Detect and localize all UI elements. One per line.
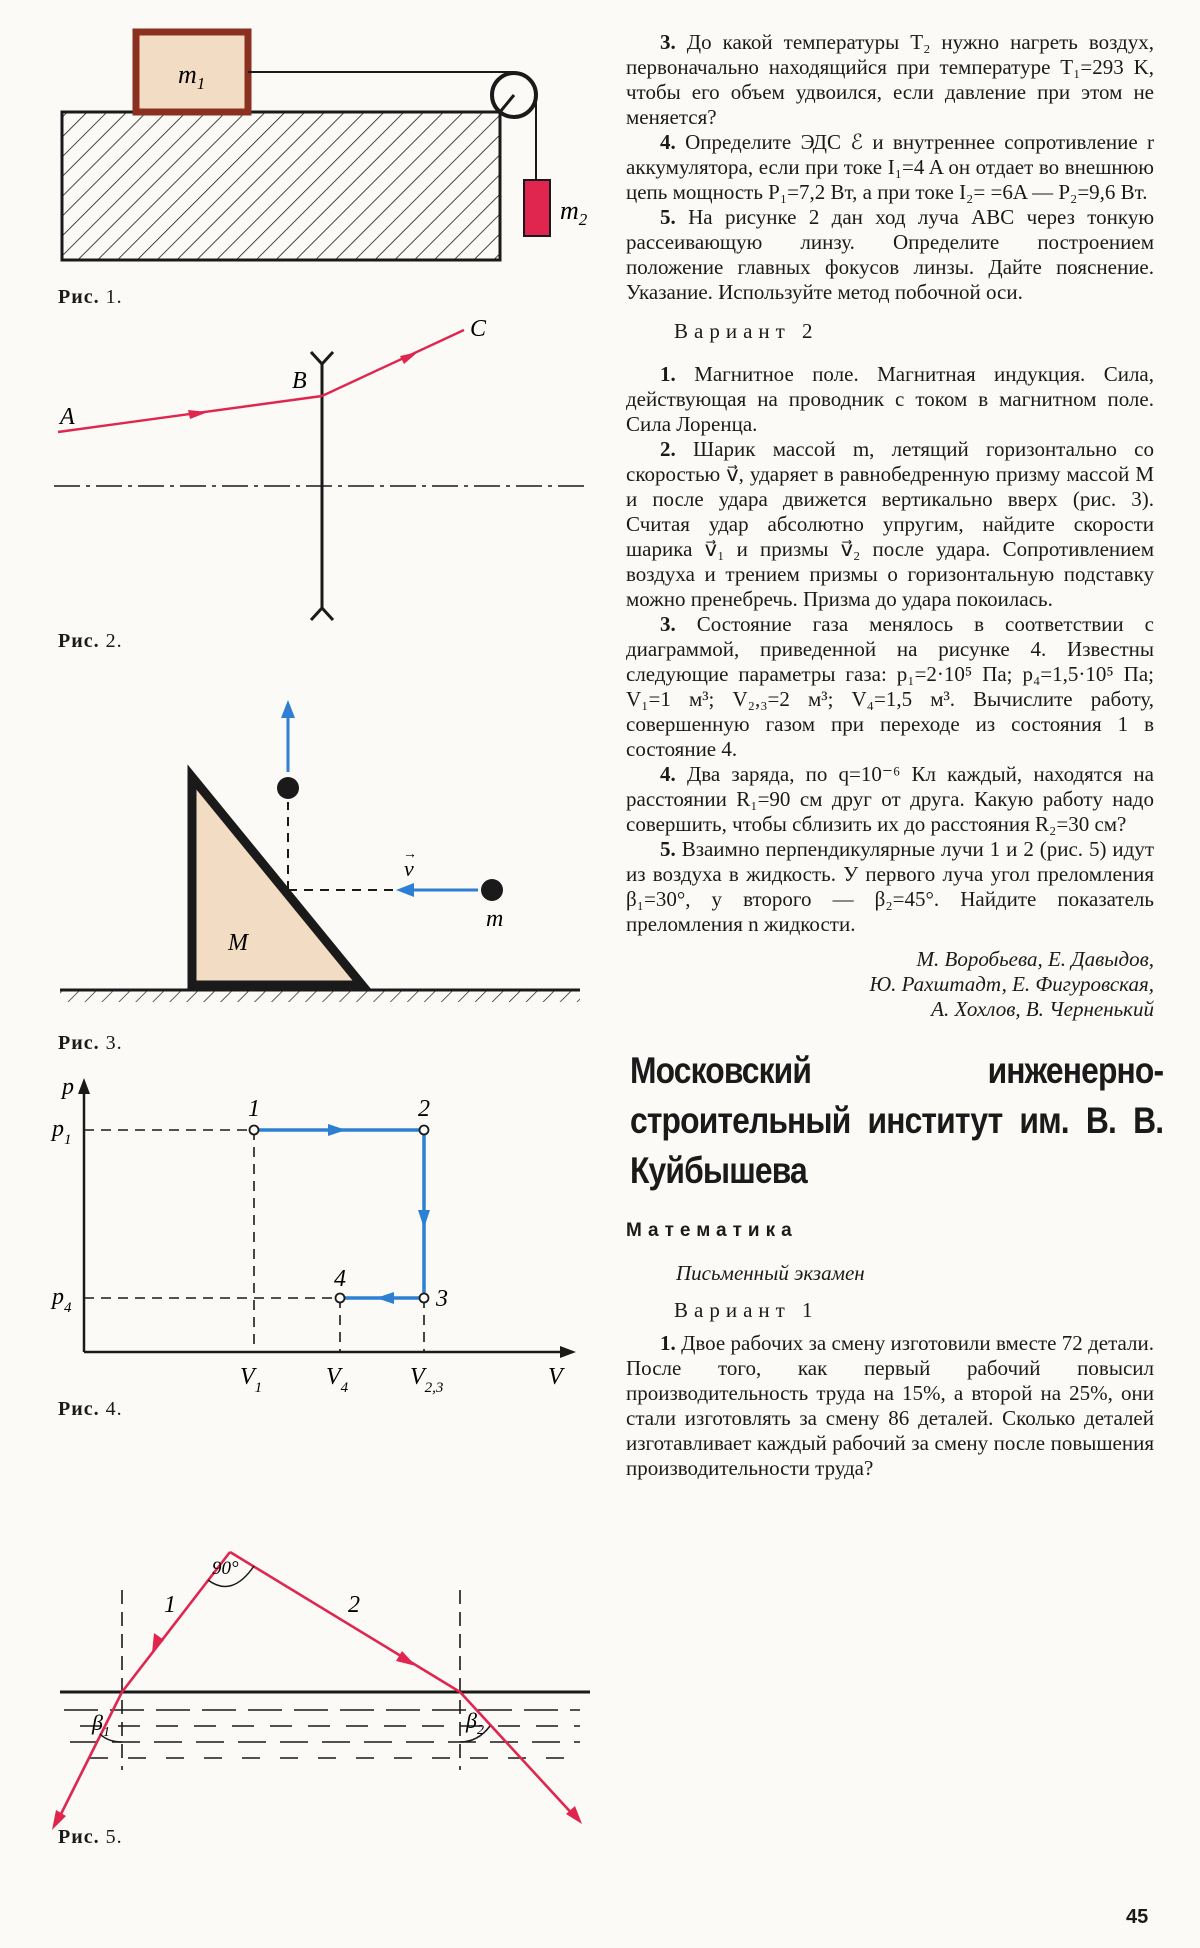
authors <box>626 947 1154 1022</box>
label-b: B <box>292 368 307 394</box>
caption-fig-3: Рис. 3. <box>58 1032 123 1054</box>
v2-problem-1: 1. Магнитное поле. Магнитная индукция. Сила, действующая на проводник с током в магнитном поле. Сила Лоренца. <box>626 362 1154 436</box>
v2-problem-3: 3. Состояние газа менялось в соответствии с диаграммой, приведенной на рисунке 4. Известны следующие параметры газа: p₁=2·10⁵ Па; p₄=1,5·10⁵ Па; V₁=1 м³; V₂,₃=2 м³; V₄=1,5 м³. Вычислите работу, совершенную газом при переходе из состояния 1 в состояние 4. <box>626 612 1154 761</box>
caption-fig-5: Рис. 5. <box>58 1826 123 1848</box>
authors-line-2: Ю. Рахштадт, Е. Фигуровская, <box>869 972 1154 996</box>
axis-p-label: p <box>62 1074 74 1100</box>
figure-3 <box>40 690 600 1010</box>
pt4-label: 4 <box>334 1266 346 1292</box>
figure-4 <box>40 1072 600 1402</box>
state-point-1 <box>250 1126 259 1135</box>
pt2-label: 2 <box>418 1096 430 1122</box>
prism <box>192 777 362 985</box>
label-m1: $m_1$ <box>178 60 206 93</box>
figure-4-drawing <box>40 1072 600 1402</box>
caption-fig-2: Рис. 2. <box>58 630 123 652</box>
ray-1-arrow <box>152 1633 164 1653</box>
page-number: 45 <box>1126 1906 1149 1928</box>
math-problem-1: 1. Двое рабочих за смену изготовили вместе 72 детали. После того, как первый рабочий повысил производительность труда на 15%, а второй на 25%, они стали изготовлять за смену 86 деталей. Сколько деталей изготавливает каждый рабочий за смену после повышения производительности труда? <box>626 1331 1154 1480</box>
table-block <box>62 112 500 260</box>
authors-line-1: М. Воробьева, Е. Давыдов, <box>916 947 1154 971</box>
figure-2-drawing <box>40 310 600 620</box>
caption-fig-4: Рис. 4. <box>58 1398 123 1420</box>
v4-label: $V_4$ <box>326 1364 349 1396</box>
velocity-up-arrow <box>281 700 295 718</box>
ray-2-arrow <box>396 1651 416 1666</box>
authors-line-3: А. Хохлов, В. Черненький <box>931 997 1154 1021</box>
state-point-4 <box>336 1294 345 1303</box>
text-column <box>626 30 1164 1481</box>
pt1-label: 1 <box>248 1096 260 1122</box>
figure-1-drawing <box>40 20 600 270</box>
label-v: v <box>404 856 414 881</box>
subject-heading: Математика <box>626 1220 798 1241</box>
ray-refracted <box>322 330 464 396</box>
ball-after <box>277 777 299 799</box>
p4-label: $p_4$ <box>52 1284 72 1316</box>
figure-2 <box>40 310 600 620</box>
problem-5: 5. На рисунке 2 дан ход луча ABC через тонкую рассеивающую линзу. Определите построением положение главных фокусов линзы. Дайте пояснение. Указание. Используйте метод побочной оси. <box>626 205 1155 304</box>
lens-bottom-tip <box>311 608 333 620</box>
ray-1-refracted <box>56 1692 122 1824</box>
problem-3: 3. До какой температуры T₂ нужно нагреть воздух, первоначально находящийся при температуре T₁=293 K, чтобы его объем удвоился, если давление при этом не меняется? <box>626 30 1154 129</box>
label-a: A <box>60 404 75 430</box>
pt3-label: 3 <box>436 1286 448 1312</box>
p1-label: $p_1$ <box>52 1116 72 1148</box>
lens-top-tip <box>311 352 333 364</box>
figure-1 <box>40 20 600 270</box>
variant-1-heading: Вариант 1 <box>674 1298 819 1322</box>
v1-label: $V_1$ <box>240 1364 263 1396</box>
velocity-left-arrow <box>396 883 414 897</box>
state-point-2 <box>420 1126 429 1135</box>
v23-label: $V_{2,3}$ <box>410 1364 444 1396</box>
v2-problem-4: 4. Два заряда, по q=10⁻⁶ Кл каждый, находятся на расстоянии R₁=90 см друг от друга. Какую работу надо совершить, чтобы сблизить их до расстояния R₂=30 см? <box>626 762 1154 836</box>
process-2-3-arrow <box>418 1210 430 1228</box>
label-c: C <box>470 316 487 342</box>
beta-2-label: $\beta_2$ <box>466 1708 484 1738</box>
process-3-4-arrow <box>376 1292 394 1304</box>
label-m2: $m_2$ <box>560 196 588 229</box>
ball-before <box>481 879 503 901</box>
v-axis-arrow <box>560 1346 576 1358</box>
angle-90-label: 90° <box>212 1558 239 1579</box>
ray-2-incident <box>230 1552 460 1692</box>
p-axis-arrow <box>78 1078 90 1094</box>
ray-2-refracted <box>460 1692 576 1818</box>
variant-2-heading: Вариант 2 <box>674 319 819 343</box>
exam-type: Письменный экзамен <box>676 1261 865 1285</box>
problem-4: 4. Определите ЭДС ℰ и внутреннее сопротивление r аккумулятора, если при токе I₁=4 A он отдает во внешнюю цепь мощность P₁=7,2 Вт, а при токе I₂= =6A — P₂=9,6 Вт. <box>626 130 1155 204</box>
ray-refracted-arrow <box>400 352 418 364</box>
mass-m2-weight <box>524 180 550 236</box>
process-1-2-arrow <box>328 1124 346 1136</box>
ground-hatch <box>60 990 580 1002</box>
liquid-dashes <box>64 1710 580 1758</box>
beta-1-label: $\beta_1$ <box>92 1710 110 1740</box>
figure-5 <box>40 1520 600 1830</box>
institute-heading: Московский инженерно-строительный институт им. В. В. Куйбышева <box>630 1050 1164 1191</box>
label-v-arrow-mark: → <box>403 847 417 862</box>
v2-problem-5: 5. Взаимно перпендикулярные лучи 1 и 2 (рис. 5) идут из воздуха в жидкость. У первого луча угол преломления β₁=30°, у второго — β₂=45°. Найдите показатель преломления n жидкости. <box>626 837 1155 936</box>
label-M: M <box>228 930 248 956</box>
figure-5-drawing <box>40 1520 600 1830</box>
caption-fig-1: Рис. 1. <box>58 286 123 308</box>
figure-3-drawing <box>40 690 600 1010</box>
ray-2-label: 2 <box>348 1592 360 1618</box>
v2-problem-2: 2. Шарик массой m, летящий горизонтально со скоростью v⃗, ударяет в равнобедренную призму массой M и после удара движется вертикально вверх (рис. 3). Считая удар абсолютно упругим, найдите скорости шарика v⃗₁ и призмы v⃗₂ после удара. Сопротивлением воздуха и трением призмы о горизонтальную подставку можно пренебречь. Призма до удара покоилась. <box>626 437 1154 611</box>
label-m: m <box>486 906 504 932</box>
ray-1-label: 1 <box>164 1592 176 1618</box>
axis-v-label: V <box>548 1364 563 1390</box>
state-point-3 <box>420 1294 429 1303</box>
